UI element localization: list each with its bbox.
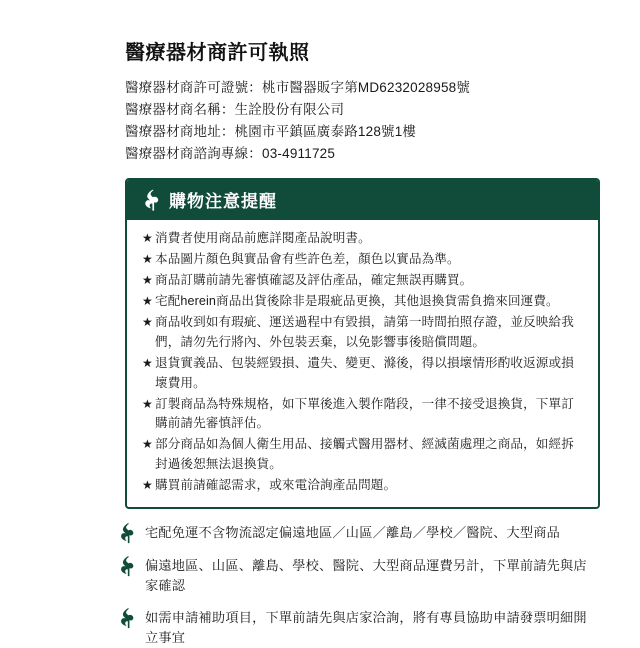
notice-list-item	[142, 271, 585, 291]
star-icon: ★	[142, 355, 153, 370]
license-info-block	[125, 77, 600, 164]
star-icon: ★	[142, 294, 153, 309]
notice-item-text: 訂製商品為特殊規格，如下單後進入製作階段，一律不接受退換貨，下單訂購前請先審慎評估。	[155, 396, 574, 431]
notice-list-item	[142, 250, 585, 270]
notice-list-item	[142, 292, 585, 312]
shopping-notice-body	[127, 220, 598, 507]
star-icon: ★	[142, 252, 153, 267]
medical-logo-icon	[117, 607, 136, 629]
notice-list-item	[142, 395, 585, 435]
notice-item-text: 購買前請確認需求，或來電洽詢產品問題。	[155, 478, 397, 493]
notice-item-text: 本品圖片顏色與實品會有些許色差，顏色以實品為準。	[155, 252, 460, 267]
notice-item-text: 商品訂購前請先審慎確認及評估產品，確定無誤再購買。	[155, 273, 473, 288]
shopping-notice-card	[125, 178, 600, 509]
footer-note	[117, 555, 600, 596]
page-title: 醫療器材商許可執照	[125, 42, 310, 64]
medical-logo-icon	[117, 522, 136, 544]
footer-notes	[117, 522, 600, 648]
notice-item-text: 部分商品如為個人衛生用品、接觸式醫用器材、經滅菌處理之商品，如經拆封過後恕無法退換貨。	[155, 437, 574, 472]
notice-item-text: 消費者使用商品前應詳閱產品說明書。	[155, 231, 371, 246]
star-icon: ★	[142, 273, 153, 288]
notice-item-text: 宅配herein商品出貨後除非是瑕疵品更換，其他退換貨需負擔來回運費。	[155, 294, 559, 309]
footer-note	[117, 607, 600, 648]
notice-list-item	[142, 229, 585, 249]
star-icon: ★	[142, 396, 153, 411]
star-icon: ★	[142, 478, 153, 493]
star-icon: ★	[142, 315, 153, 329]
notice-list-item	[142, 476, 585, 496]
footer-note-text: 如需申請補助項目，下單前請先與店家洽詢，將有專員協助申請發票明細開立事宜	[145, 610, 587, 646]
star-icon: ★	[142, 437, 153, 452]
license-line: 醫療器材商諮詢專線：03-4911725	[125, 145, 336, 161]
medical-logo-icon	[141, 189, 161, 211]
shopping-notice-header	[127, 180, 598, 220]
license-line: 醫療器材商許可證號：桃市醫器販字第MD6232028958號	[125, 80, 471, 95]
notice-item-text: 商品收到如有瑕疵、運送過程中有毀損，請第一時間拍照存證，並反映給我們，請勿先行將內、外包裝丟棄，以免影響事後賠償問題。	[155, 315, 574, 349]
footer-note-text: 宅配免運不含物流認定偏遠地區／山區／離島／學校／醫院、大型商品	[145, 525, 561, 541]
notice-list-item	[142, 435, 585, 475]
footer-note-text: 偏遠地區、山區、離島、學校、醫院、大型商品運費另計，下單前請先與店家確認	[145, 558, 587, 594]
footer-note	[117, 522, 600, 544]
notice-list-item	[142, 313, 585, 353]
star-icon: ★	[142, 231, 153, 246]
medical-logo-icon	[117, 555, 136, 577]
notice-list-item	[142, 354, 585, 394]
license-line: 醫療器材商名稱：生詮股份有限公司	[125, 101, 345, 117]
notice-item-text: 退貨實義品、包裝經毀損、遺失、變更、滌後，得以損壞情形酌收返源或損壞費用。	[155, 355, 574, 390]
shopping-notice-title: 購物注意提醒	[169, 192, 277, 212]
license-line: 醫療器材商地址：桃園市平鎮區廣泰路128號1樓	[125, 123, 417, 139]
